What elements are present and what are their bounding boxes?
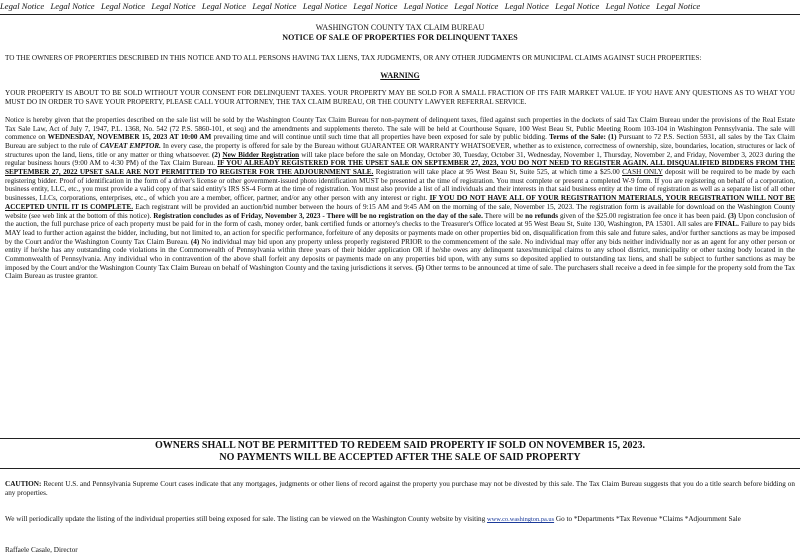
callout-bottom-divider [0,468,800,469]
update-text: We will periodically update the listing of the individual properties still being exposed for sale. The listing can be viewed on the Washington County website by visiting [5,515,488,523]
term-5-label: (5) [415,263,424,272]
body-text-7: In every case, the property is offered for sale by the Bureau without GUARANTEE OR WARRANTY WHATSOEVER, whether as to existence, correctness of ownership, size, boundaries, location, structures or lack of structures upon the land, liens, title or any matter or thing whatsoever. [5,141,795,159]
body-text-28: Other terms to be announced at time of sale. The purchasers shall receive a deed in fee simple for the property sold from the Tax Claim Bureau as trustee grantor. [5,263,796,281]
legal-notice-label: Legal Notice [302,1,347,11]
legal-notice-label: Legal Notice [605,1,650,11]
legal-notice-header-band [0,0,800,15]
warning-paragraph: YOUR PROPERTY IS ABOUT TO BE SOLD WITHOUT YOUR CONSENT FOR DELINQUENT TAXES. YOUR PROPERTY MAY BE SOLD FOR A SMALL FRACTION OF ITS FAIR MARKET VALUE. IF YOU HAVE ANY QUESTIONS AS TO WHAT YOU MUST DO IN ORDER TO SAVE YOUR PROPERTY, PLEASE CALL YOUR ATTORNEY, THE TAX CLAIM BUREAU, OR THE COUNTY LAWYER REFERRAL SERVICE. [5,89,795,107]
sale-datetime: WEDNESDAY, NOVEMBER 15, 2023 AT 10:00 AM [47,133,212,142]
update-nav-path: Go to *Departments *Tax Revenue *Claims *Adjournment Sale [554,515,741,523]
caveat-emptor: CAVEAT EMPTOR. [99,141,161,150]
redemption-callout [5,440,795,464]
term-4-label: (4) [190,237,200,246]
legal-notice-label: Legal Notice [252,1,297,11]
body-text-26: No individual may bid upon any property unless properly registered PRIOR to the commencement of the sale. No individual may offer any bids neither individually nor as an agent for any other person or entity if he/she has any outstanding code violations in the Commonwealth of Pennsylvania within three years of their bidder application OR if he/she owes any delinquent taxes/municipal claims to any school district, municipality or other taxing body located in the Commonwealth of Pennsylvania. Any individual who in contravention of the above shall forfeit any deposits or payments made on any properties bid upon, with any sums so deposited applied to outstanding tax liens, and shall be subject to further sanctions as may be imposed by the Court and/or the Washington County Tax Claim Bureau on behalf of Washington County and the taxing jurisdictions it serves. [5,237,796,272]
body-text-16: Each registrant will be provided an auction/bid number between the hours of 9:15 AM and 9:45 AM on the morning of the sale, November 15, 2023. The registration form is available for download on the Washington County website (see web link at the bottom of this notice). [5,202,796,220]
update-paragraph [5,515,795,524]
body-text-12: Registration will take place at 95 West Beau St, Suite 525, at which time a $25.00 [373,168,623,177]
registration-concludes: Registration concludes as of Friday, November 3, 2023 - There will be no registration on the day of the sale. [153,211,483,220]
body-text-1: Notice is hereby given that the properties described on the sale list will be sold by the Washington County Tax Claim Bureau for non-payment of delinquent taxes, filed against such properties in the dockets of said Tax Claim Bureau under the provisions of the Real Estate Tax Sale Law, Act of July 7, 1947, P.L. 1368, No. 542 (72 P.S. 5860-101, et seq) and the amendments and supplements thereto. The sale will be held at Courthouse Square, 100 West Beau St, Public Meeting Room 103-104 in Washington Pennsylvania. The sale will commence on [5,115,795,142]
callout-line-1: OWNERS SHALL NOT BE PERMITTED TO REDEEM SAID PROPERTY IF SOLD ON NOVEMBER 15, 2023. [154,440,646,451]
legal-notice-label: Legal Notice [403,1,448,11]
new-bidder-registration: New Bidder Registration [222,150,300,159]
term-3-label: (3) [727,211,737,220]
legal-notice-label: Legal Notice [656,1,701,11]
county-website-link[interactable]: www.co.washington.pa.us [487,516,555,523]
legal-notice-label: Legal Notice [201,1,247,11]
legal-notice-label: Legal Notice [504,1,549,11]
director-signature: Raffaele Casale, Director [5,546,78,554]
legal-notice-label: Legal Notice [151,1,196,11]
body-text-22: Upon conclusion of the auction, the full purchase price of each property must be paid for in the form of cash, money order, bank certified funds or attorney's checks to the Treasurer's Office located at 95 West Beau St, Suite 130, Washington, PA 15301. All sales are [5,211,796,229]
body-text-14: deposit will be required to be made by each registering bidder. Proof of identification in the form of a driver's license or other government-issued photo identification MUST be presented at the time of registration. You must complete or present a completed W-9 form. If you are registering on behalf of a corporation, business entity, LLC, etc., you must provide a valid copy of that said entity's IRS SS-4 Form at the time of registration. You must also provide a list of all individuals and their interests in that said business entity at the time of registration as well as a separate list of all other businesses, LLCs, corporations, enterprises, etc., of which you are a member, officer, partner, and/or any other person with any interest or right. [5,168,796,203]
notice-title: NOTICE OF SALE OF PROPERTIES FOR DELINQUENT TAXES [282,33,518,42]
legal-notice-label: Legal Notice [555,1,600,11]
already-registered-notice: IF YOU ALREADY REGISTERED FOR THE UPSET SALE ON SEPTEMBER 27, 2023, YOU DO NOT NEED TO REGISTER AGAIN. ALL DISQUALIFIED BIDDERS FROM THE SEPTEMBER 27, 2022 UPSET SALE ARE NOT PERMITTED TO REGISTER FOR THE ADJOURNMENT SALE. [5,159,795,177]
registration-materials-notice: IF YOU DO NOT HAVE ALL OF YOUR REGISTRATION MATERIALS, YOUR REGISTRATION WILL NOT BE ACCEPTED UNTIL IT IS COMPLETE. [5,194,795,211]
body-text-20: given of the $25.00 registration fee once it has been paid. [558,211,728,220]
legal-notice-label: Legal Notice [100,1,146,11]
body-text-18: There will be [482,211,526,220]
final-label: FINAL. [714,220,739,229]
terms-of-sale-label: Terms of the Sale: (1) [549,133,617,142]
caution-paragraph [5,480,795,498]
legal-notice-label: Legal Notice [0,1,45,11]
no-refunds: no refunds [525,211,559,220]
callout-top-divider [0,438,800,439]
sale-terms-paragraph [5,116,795,281]
body-text-3: prevailing time and will continue until such time that all properties have been exposed for sale by public bidding. [211,133,550,142]
body-text-24: Failure to pay bids MAY lead to further action against the bidder, including, but not limited to, an action for specific performance, forfeiture of any deposits or payments made on other properties bid on, disqualification from this sale and future sales, and/or further sanctions as may be imposed by the Court and/or the Washington County Tax Claim Bureau. [5,220,796,246]
callout-line-2: NO PAYMENTS WILL BE ACCEPTED AFTER THE SALE OF SAID PROPERTY [219,452,581,463]
caution-label: CAUTION: [5,480,42,488]
warning-heading: WARNING [380,70,420,80]
agency-name: WASHINGTON COUNTY TAX CLAIM BUREAU [315,23,485,32]
caution-text: Recent U.S. and Pennsylvania Supreme Court cases indicate that any mortgages, judgments or other liens of record against the property you purchase may not be divested by this sale. The Tax Claim Bureau suggests that you do a title search before bidding on any properties. [5,480,795,497]
notice-content [5,23,795,281]
cash-only: CASH ONLY [622,168,663,177]
body-text-5: Pursuant to 72 P.S. Section 5931, all sales by the Tax Claim Bureau are subject to the rule of [5,133,795,150]
body-text-10: will take place before the sale on Monday, October 30, Tuesday, October 31, Wednesday, November 1, Thursday, November 2, and Friday, November 3, 2023 during the regular business hours (9:00 AM to 4:30 PM) of the Tax Claim Bureau. [5,150,795,168]
legal-notice-label: Legal Notice [50,1,95,11]
legal-notice-label: Legal Notice [454,1,499,11]
intro-paragraph: TO THE OWNERS OF PROPERTIES DESCRIBED IN THIS NOTICE AND TO ALL PERSONS HAVING TAX LIENS, TAX JUDGMENTS, OR ANY OTHER JUDGMENTS OR MUNICIPAL CLAIMS AGAINST SUCH PROPERTIES: [5,54,702,62]
term-2-label: (2) [211,150,221,159]
legal-notice-label: Legal Notice [353,1,398,11]
